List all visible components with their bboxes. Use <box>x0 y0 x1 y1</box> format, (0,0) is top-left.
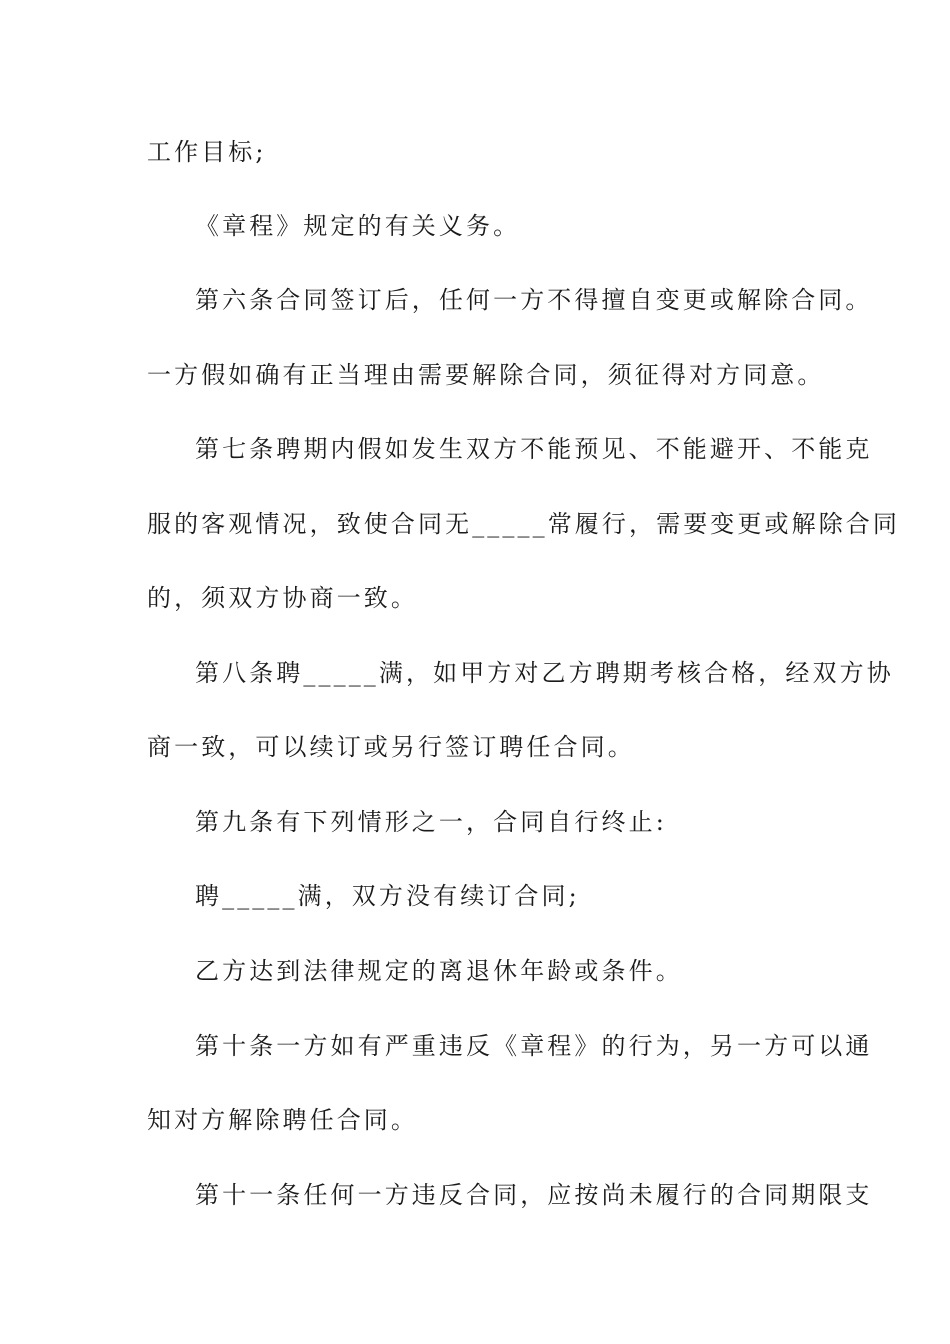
text-line: 工作目标; <box>147 138 267 166</box>
text-line: 第六条合同签订后，任何一方不得擅自变更或解除合同。 <box>195 286 873 314</box>
text-line: 聘_____满，双方没有续订合同; <box>195 882 580 910</box>
text-line: 一方假如确有正当理由需要解除合同，须征得对方同意。 <box>147 361 825 389</box>
text-line: 第九条有下列情形之一，合同自行终止: <box>195 808 667 836</box>
text-line: 《章程》规定的有关义务。 <box>195 212 521 240</box>
text-line: 第十一条任何一方违反合同，应按尚未履行的合同期限支 <box>195 1181 873 1209</box>
text-line: 商一致，可以续订或另行签订聘任合同。 <box>147 733 635 761</box>
text-line: 乙方达到法律规定的离退休年龄或条件。 <box>195 957 683 985</box>
text-line: 服的客观情况，致使合同无_____常履行，需要变更或解除合同 <box>147 510 900 538</box>
text-line: 知对方解除聘任合同。 <box>147 1106 418 1134</box>
text-line: 第八条聘_____满，如甲方对乙方聘期考核合格，经双方协 <box>195 659 894 687</box>
text-line: 的，须双方协商一致。 <box>147 584 418 612</box>
text-line: 第十条一方如有严重违反《章程》的行为，另一方可以通 <box>195 1032 873 1060</box>
text-line: 第七条聘期内假如发生双方不能预见、不能避开、不能克 <box>195 435 873 463</box>
